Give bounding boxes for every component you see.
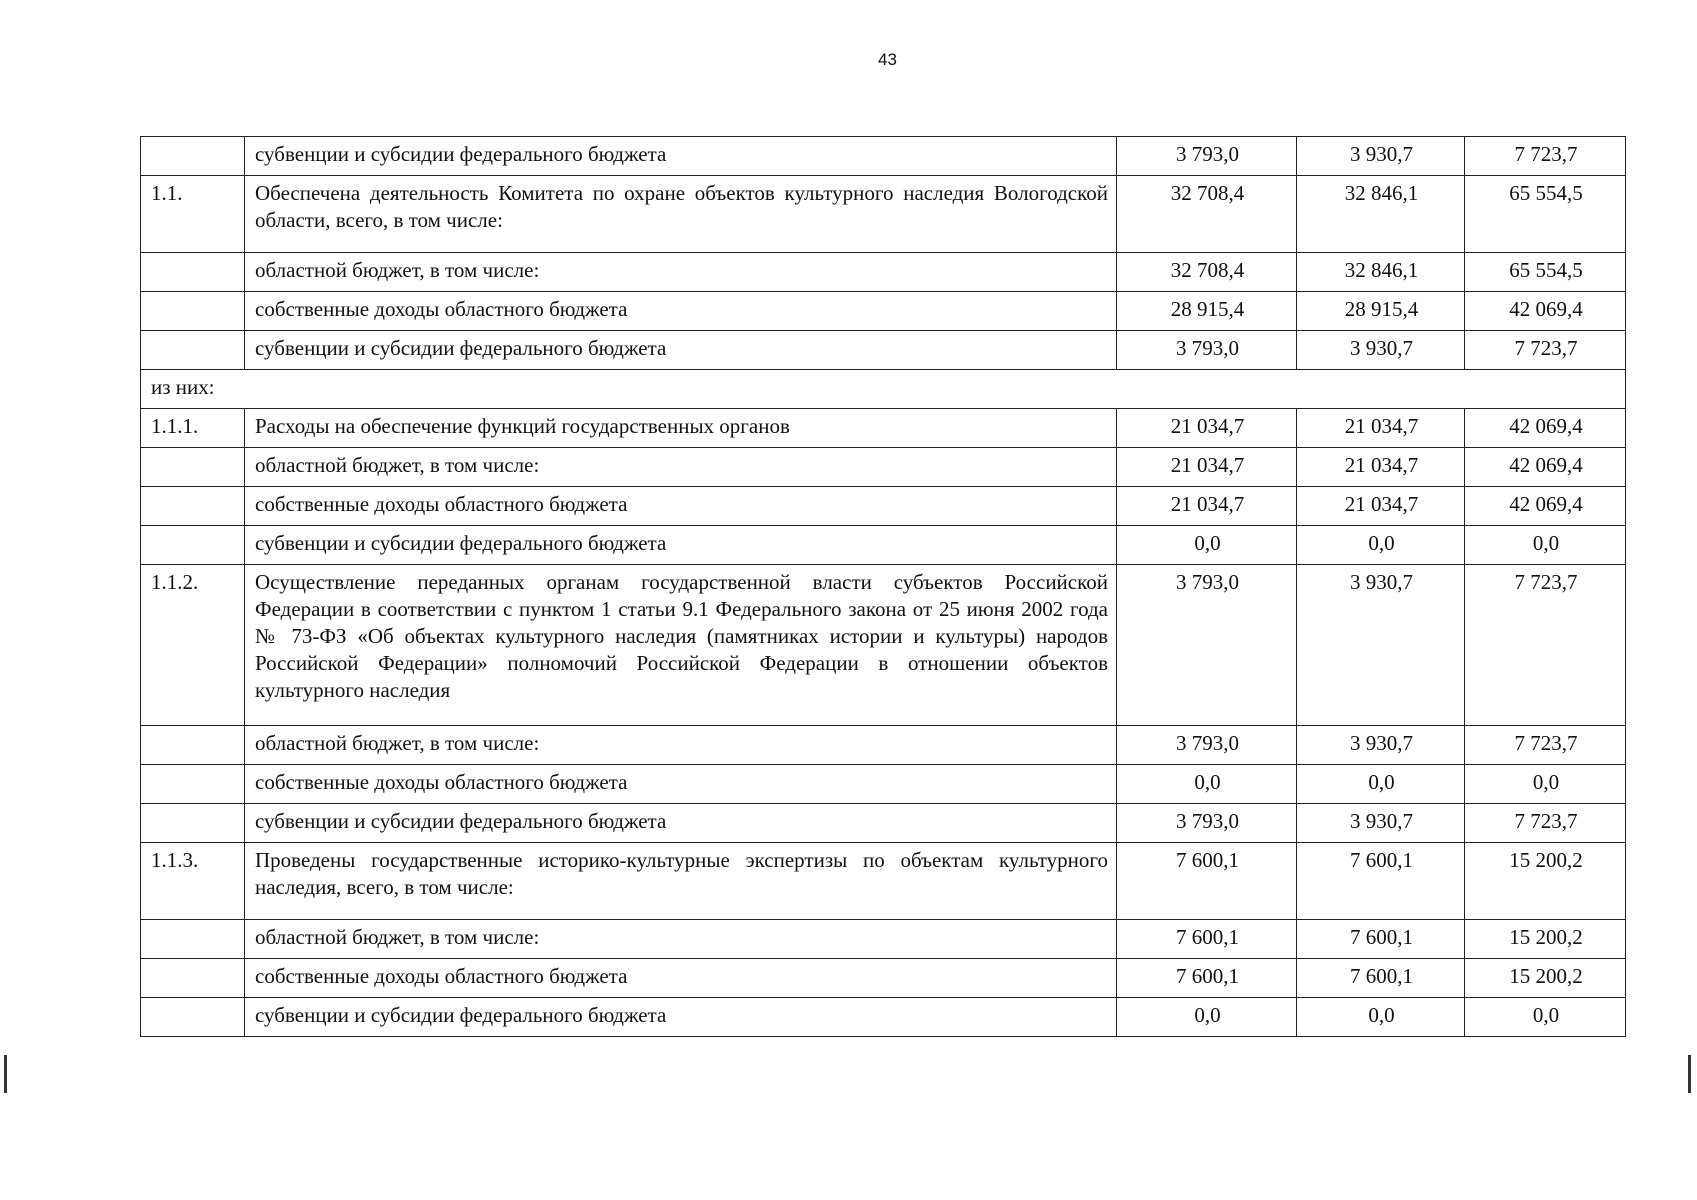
value-col-2: 28 915,4 xyxy=(1297,292,1465,331)
value-col-2: 32 846,1 xyxy=(1297,253,1465,292)
row-code xyxy=(141,448,245,487)
row-code xyxy=(141,959,245,998)
row-description: областной бюджет, в том числе: xyxy=(245,920,1117,959)
row-code: 1.1. xyxy=(141,176,245,253)
table-row xyxy=(141,448,1626,487)
row-code xyxy=(141,765,245,804)
value-col-1: 7 600,1 xyxy=(1117,920,1297,959)
value-col-3: 7 723,7 xyxy=(1465,565,1626,726)
table-row xyxy=(141,804,1626,843)
value-col-3: 0,0 xyxy=(1465,765,1626,804)
table-row xyxy=(141,565,1626,726)
row-description: собственные доходы областного бюджета xyxy=(245,292,1117,331)
row-description: областной бюджет, в том числе: xyxy=(245,448,1117,487)
value-col-2: 7 600,1 xyxy=(1297,920,1465,959)
value-col-1: 21 034,7 xyxy=(1117,487,1297,526)
value-col-2: 7 600,1 xyxy=(1297,959,1465,998)
value-col-2: 21 034,7 xyxy=(1297,409,1465,448)
table-row xyxy=(141,253,1626,292)
row-code xyxy=(141,292,245,331)
value-col-3: 15 200,2 xyxy=(1465,843,1626,920)
row-description: Осуществление переданных органам государственной власти субъектов Российской Федерации в соответствии с пунктом 1 статьи 9.1 Федерального закона от 25 июня 2002 года № 73-ФЗ «Об объектах культурного наследия (памятниках истории и культуры) народов Российской Федерации» полномочий Российской Федерации в отношении объектов культурного наследия xyxy=(245,565,1117,726)
value-col-1: 3 793,0 xyxy=(1117,331,1297,370)
row-description: собственные доходы областного бюджета xyxy=(245,959,1117,998)
row-description: субвенции и субсидии федерального бюджета xyxy=(245,137,1117,176)
row-description: субвенции и субсидии федерального бюджета xyxy=(245,998,1117,1037)
value-col-1: 21 034,7 xyxy=(1117,409,1297,448)
row-description: субвенции и субсидии федерального бюджета xyxy=(245,331,1117,370)
scan-margin-mark xyxy=(4,1055,7,1093)
table-row xyxy=(141,526,1626,565)
value-col-3: 42 069,4 xyxy=(1465,292,1626,331)
value-col-3: 15 200,2 xyxy=(1465,920,1626,959)
value-col-3: 7 723,7 xyxy=(1465,137,1626,176)
value-col-3: 0,0 xyxy=(1465,526,1626,565)
row-code xyxy=(141,253,245,292)
section-label: из них: xyxy=(141,370,1626,409)
value-col-1: 28 915,4 xyxy=(1117,292,1297,331)
row-code xyxy=(141,331,245,370)
value-col-3: 7 723,7 xyxy=(1465,726,1626,765)
value-col-2: 3 930,7 xyxy=(1297,331,1465,370)
table-row xyxy=(141,843,1626,920)
section-row xyxy=(141,370,1626,409)
value-col-3: 0,0 xyxy=(1465,998,1626,1037)
table-row xyxy=(141,176,1626,253)
value-col-1: 32 708,4 xyxy=(1117,176,1297,253)
table-row xyxy=(141,959,1626,998)
row-description: собственные доходы областного бюджета xyxy=(245,765,1117,804)
row-description: областной бюджет, в том числе: xyxy=(245,726,1117,765)
value-col-3: 65 554,5 xyxy=(1465,176,1626,253)
value-col-3: 65 554,5 xyxy=(1465,253,1626,292)
value-col-2: 21 034,7 xyxy=(1297,487,1465,526)
row-description: областной бюджет, в том числе: xyxy=(245,253,1117,292)
table-row xyxy=(141,409,1626,448)
table-row xyxy=(141,137,1626,176)
row-code xyxy=(141,726,245,765)
table-row xyxy=(141,920,1626,959)
value-col-2: 0,0 xyxy=(1297,526,1465,565)
row-description: субвенции и субсидии федерального бюджета xyxy=(245,526,1117,565)
row-code: 1.1.3. xyxy=(141,843,245,920)
row-description: собственные доходы областного бюджета xyxy=(245,487,1117,526)
value-col-1: 0,0 xyxy=(1117,998,1297,1037)
table-row xyxy=(141,998,1626,1037)
row-code: 1.1.2. xyxy=(141,565,245,726)
row-description: Обеспечена деятельность Комитета по охране объектов культурного наследия Вологодской области, всего, в том числе: xyxy=(245,176,1117,253)
row-code xyxy=(141,998,245,1037)
table-row xyxy=(141,292,1626,331)
scan-margin-mark xyxy=(1688,1055,1691,1093)
value-col-1: 3 793,0 xyxy=(1117,137,1297,176)
row-code xyxy=(141,137,245,176)
value-col-2: 3 930,7 xyxy=(1297,804,1465,843)
value-col-3: 7 723,7 xyxy=(1465,331,1626,370)
value-col-3: 15 200,2 xyxy=(1465,959,1626,998)
row-code: 1.1.1. xyxy=(141,409,245,448)
value-col-2: 3 930,7 xyxy=(1297,137,1465,176)
value-col-2: 21 034,7 xyxy=(1297,448,1465,487)
row-code xyxy=(141,487,245,526)
table-row xyxy=(141,487,1626,526)
value-col-2: 32 846,1 xyxy=(1297,176,1465,253)
value-col-1: 32 708,4 xyxy=(1117,253,1297,292)
value-col-1: 3 793,0 xyxy=(1117,565,1297,726)
budget-table xyxy=(140,136,1626,1037)
value-col-3: 42 069,4 xyxy=(1465,487,1626,526)
value-col-3: 7 723,7 xyxy=(1465,804,1626,843)
value-col-1: 0,0 xyxy=(1117,526,1297,565)
table-row xyxy=(141,765,1626,804)
value-col-1: 3 793,0 xyxy=(1117,804,1297,843)
value-col-2: 7 600,1 xyxy=(1297,843,1465,920)
value-col-1: 0,0 xyxy=(1117,765,1297,804)
value-col-3: 42 069,4 xyxy=(1465,448,1626,487)
value-col-2: 3 930,7 xyxy=(1297,565,1465,726)
value-col-1: 7 600,1 xyxy=(1117,843,1297,920)
row-code xyxy=(141,804,245,843)
row-code xyxy=(141,920,245,959)
value-col-3: 42 069,4 xyxy=(1465,409,1626,448)
value-col-1: 21 034,7 xyxy=(1117,448,1297,487)
table-row xyxy=(141,331,1626,370)
value-col-2: 0,0 xyxy=(1297,765,1465,804)
row-description: субвенции и субсидии федерального бюджета xyxy=(245,804,1117,843)
row-description: Расходы на обеспечение функций государственных органов xyxy=(245,409,1117,448)
row-description: Проведены государственные историко-культурные экспертизы по объектам культурного наследия, всего, в том числе: xyxy=(245,843,1117,920)
value-col-2: 3 930,7 xyxy=(1297,726,1465,765)
table-row xyxy=(141,726,1626,765)
page-number: 43 xyxy=(878,50,897,69)
value-col-1: 7 600,1 xyxy=(1117,959,1297,998)
row-code xyxy=(141,526,245,565)
value-col-1: 3 793,0 xyxy=(1117,726,1297,765)
value-col-2: 0,0 xyxy=(1297,998,1465,1037)
